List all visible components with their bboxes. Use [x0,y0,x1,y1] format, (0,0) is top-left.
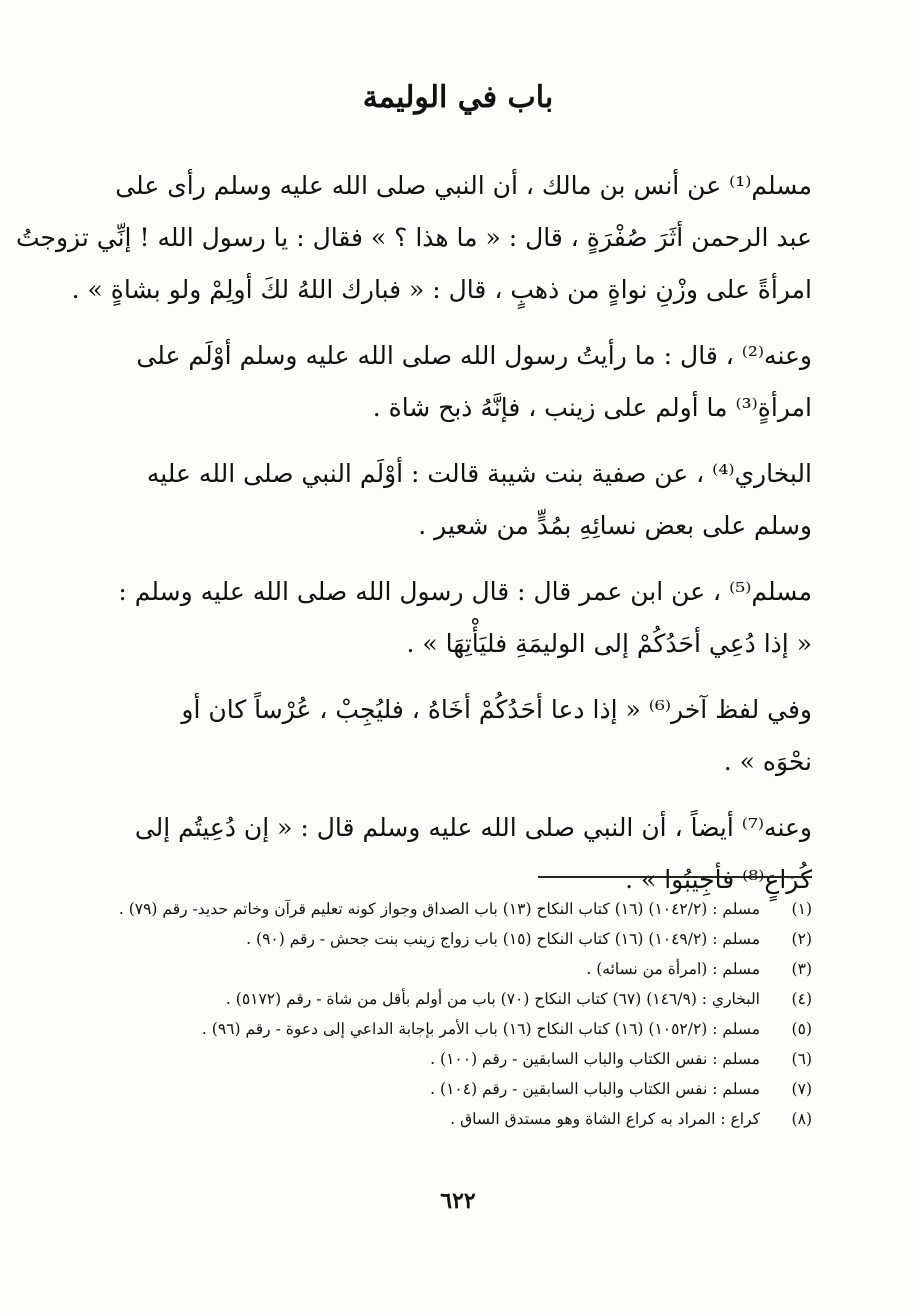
text-line: البخاري⁽⁴⁾ ، عن صفية بنت شيبة قالت : أوْلَم النبي صلى الله عليه [146,459,812,488]
footnote-number: (٦) [791,1050,812,1068]
paragraph [104,330,812,434]
text-line: وسلم على بعض نسائِهِ بمُدٍّ من شعير . [418,511,812,540]
footnote [104,894,812,924]
text-line: « إذا دُعِي أحَدُكُمْ إلى الوليمَةِ فليَأْتِهَا » . [406,629,812,658]
footnote-number: (٢) [791,930,812,948]
paragraph [104,802,812,906]
footnote [104,1074,812,1104]
text-line: مسلم⁽⁵⁾ ، عن ابن عمر قال : قال رسول الله صلى الله عليه وسلم : [118,577,812,606]
text-line: وعنه⁽²⁾ ، قال : ما رأيتُ رسول الله صلى الله عليه وسلم أوْلَم على [136,341,812,370]
footnote-text: مسلم : (امرأة من نسائه) . [586,960,760,978]
footnote-number: (٣) [791,960,812,978]
text-line: عبد الرحمن أثَرَ صُفْرَةٍ ، قال : « ما هذا ؟ » فقال : يا رسول الله ! إنِّي تزوجتُ [15,223,812,252]
footnote-text: مسلم : نفس الكتاب والباب السابقين - رقم (١٠٤) . [430,1080,760,1098]
text-line: امرأةً على وزْنِ نواةٍ من ذهبٍ ، قال : « فبارك اللهُ لكَ أولِمْ ولو بشاةٍ » . [71,275,812,304]
footnote-number: (١) [791,900,812,918]
chapter-title: باب في الوليمة [362,80,554,115]
footnote-text: كراع : المراد به كراع الشاة وهو مستدق الساق . [450,1110,760,1128]
page-number: ٦٢٢ [440,1188,476,1214]
footnote-text: مسلم : نفس الكتاب والباب السابقين - رقم (١٠٠) . [430,1050,760,1068]
footnote-text: البخاري : (١٤٦/٩) (٦٧) كتاب النكاح (٧٠) باب من أولم بأقل من شاة - رقم (٥١٧٢) . [225,990,760,1008]
text-line: امرأةٍ⁽³⁾ ما أولم على زينب ، فإنَّهُ ذبح شاة . [372,393,812,422]
footnote-text: مسلم : (١٠٤٢/٢) (١٦) كتاب النكاح (١٣) باب الصداق وجواز كونه تعليم قرآن وخاتم حديد- رقم (٧٩) . [118,900,760,918]
text-line: وعنه⁽⁷⁾ أيضاً ، أن النبي صلى الله عليه وسلم قال : « إن دُعِيتُم إلى [134,813,812,842]
footnote-number: (٤) [791,990,812,1008]
paragraph [15,160,812,316]
text-line: كُرَاعٍ⁽⁸⁾ فأجِيبُوا » . [625,865,812,894]
footnote [104,924,812,954]
main-text [15,160,812,920]
footnotes [104,894,812,1134]
text-line: مسلم⁽¹⁾ عن أنس بن مالك ، أن النبي صلى الله عليه وسلم رأى على [115,171,812,200]
footnote [104,954,812,984]
footnote-number: (٧) [791,1080,812,1098]
footnote-text: مسلم : (١٠٤٩/٢) (١٦) كتاب النكاح (١٥) باب زواج زينب بنت جحش - رقم (٩٠) . [246,930,760,948]
footnote [104,1104,812,1134]
paragraph [104,448,812,552]
footnote [104,1044,812,1074]
footnote [104,1014,812,1044]
footnote-number: (٥) [791,1020,812,1038]
footnote-text: مسلم : (١٠٥٢/٢) (١٦) كتاب النكاح (١٦) باب الأمر بإجابة الداعي إلى دعوة - رقم (٩٦) . [201,1020,760,1038]
text-line: وفي لفظ آخر⁽⁶⁾ « إذا دعا أحَدُكُمْ أخَاهُ ، فليُجِبْ ، عُرْساً كان أو [181,695,812,724]
paragraph [104,566,812,670]
footnote-divider [538,876,812,878]
paragraph [104,684,812,788]
text-line: نحْوَه » . [723,747,812,776]
footnote-number: (٨) [791,1110,812,1128]
footnote [104,984,812,1014]
